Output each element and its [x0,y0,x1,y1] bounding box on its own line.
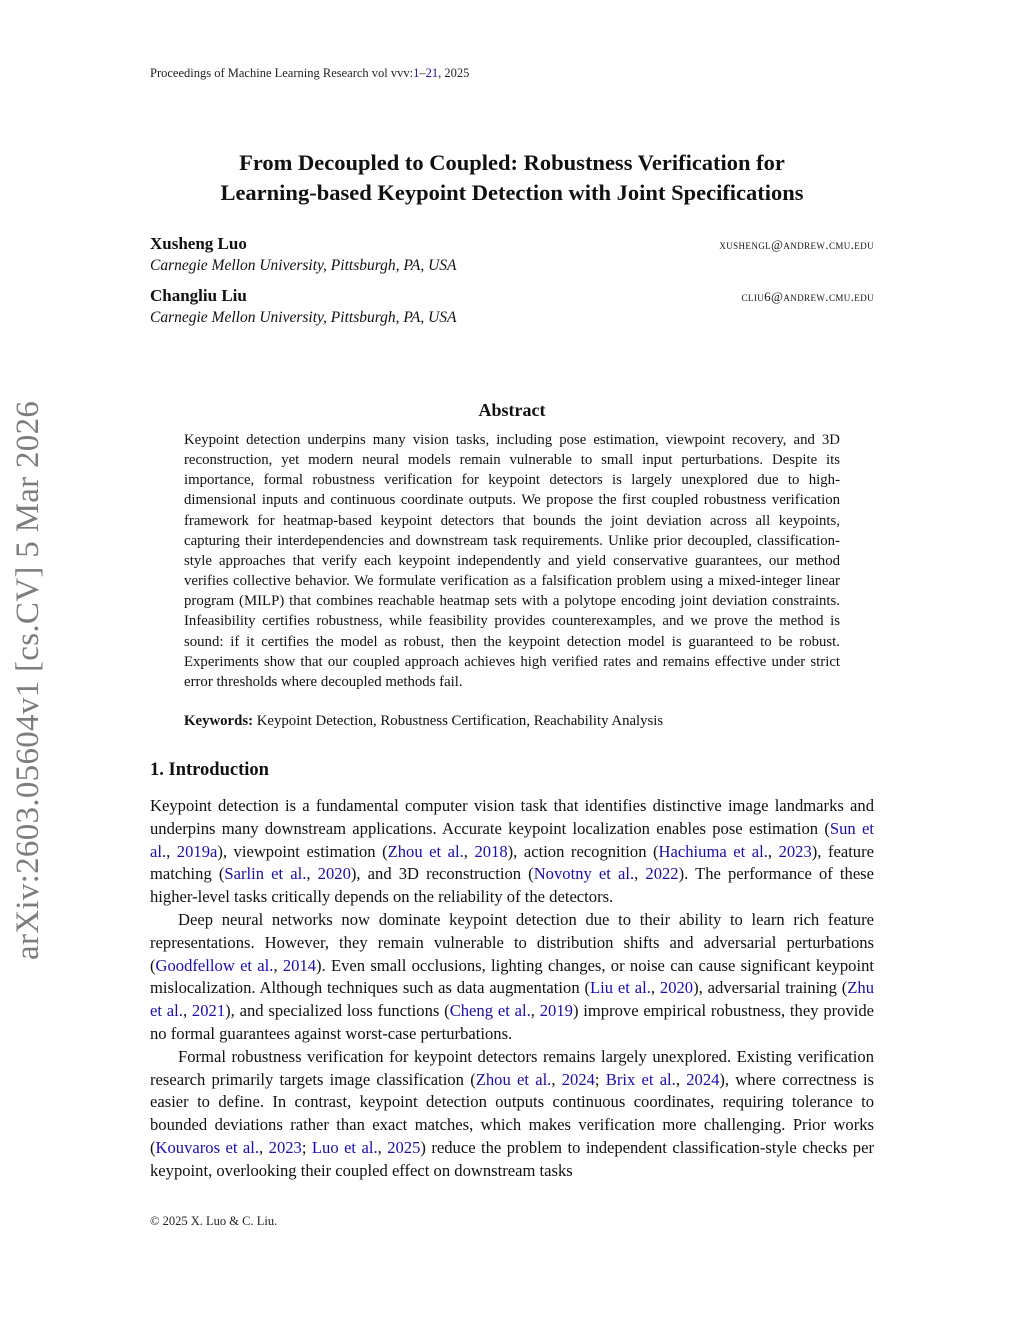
text-run: ), feature matching ( [150,841,874,884]
text-run: Formal robustness verification for keypoint detectors remains largely unexplored. Existing verification research primarily targets image classification ( [150,1046,874,1089]
author-affiliation: Carnegie Mellon University, Pittsburgh, PA, USA [150,309,457,326]
title-line-1: From Decoupled to Coupled: Robustness Verification for [239,150,785,175]
text-run: ), adversarial training ( [693,978,848,998]
intro-paragraph-3 [150,1046,874,1183]
citation-link[interactable]: Zhou et al. [387,841,464,861]
copyright-notice: © 2025 X. Luo & C. Liu. [150,1214,278,1228]
text-run: ; [301,1137,312,1157]
paper-title [140,148,884,208]
text-run: , [551,1069,562,1089]
text-run: ). The performance of these higher-level tasks critically depends on the reliability of the detectors. [150,864,875,907]
citation-year-link[interactable]: 2018 [474,841,508,861]
keywords-label: Keywords: [184,713,254,729]
text-run: , [182,1001,192,1021]
header-year: , 2025 [438,66,470,80]
arxiv-identifier-stamp: arXiv:2603.05604v1 [cs.CV] 5 Mar 2026 [10,400,46,960]
keywords-list: Keypoint Detection, Robustness Certification, Reachability Analysis [256,713,664,729]
author-email: xushengl@andrew.cmu.edu [719,237,874,252]
citation-link[interactable]: Sarlin et al. [224,864,307,884]
page-range-dash: – [419,66,426,80]
intro-paragraph-2 [150,909,874,1046]
citation-year-link[interactable]: 2024 [561,1069,595,1089]
text-run: ), action recognition ( [507,841,659,861]
text-run: ), and specialized loss functions ( [225,1001,450,1021]
citation-link[interactable]: Brix et al. [605,1069,676,1089]
citation-year-link[interactable]: 2023 [268,1137,302,1157]
citation-year-link[interactable]: 2024 [686,1069,720,1089]
author-name: Changliu Liu [150,286,247,305]
author-name: Xusheng Luo [150,234,247,253]
text-run: Keypoint detection is a fundamental computer vision task that identifies distinctive image landmarks and underpins many downstream applications. Accurate keypoint localization enables pose estimation ( [150,796,874,838]
text-run: Deep neural networks now dominate keypoint detection due to their ability to learn rich feature representations. However, they remain vulnerable to distribution shifts and adversarial perturbations ( [150,909,874,975]
text-run: , [767,841,779,861]
header-prefix: Proceedings of Machine Learning Research vol vvv: [150,66,414,80]
text-run: , [463,841,475,861]
citation-link[interactable]: Liu et al. [590,978,651,998]
text-run: ), viewpoint estimation ( [217,841,388,861]
citation-link[interactable]: Zhu et al. [150,978,874,1021]
intro-paragraph-1 [150,795,874,909]
citation-link[interactable]: Sun et al. [150,818,874,861]
author-block-1 [150,234,874,275]
running-header [150,66,469,81]
text-run: ; [594,1069,606,1089]
page-end-link[interactable]: 21 [425,66,439,80]
citation-link[interactable]: Novotny et al. [533,864,635,884]
author-block-2 [150,286,874,327]
text-run: , [634,864,646,884]
citation-year-link[interactable]: 2022 [645,864,679,884]
text-run: , [377,1137,388,1157]
abstract-text: Keypoint detection underpins many vision tasks, including pose estimation, viewpoint recovery, and 3D reconstruction, yet modern neural models remain vulnerable to small input perturbations. Despite its importance, formal robustness verification for keypoint detectors is largely unexplored due to high-dimensional inputs and continuous coordinate outputs. We propose the first coupled robustness verification framework for heatmap-based keypoint detectors that bounds the joint deviation across all keypoints, capturing their interdependencies and downstream task requirements. Unlike prior decoupled, classification-style approaches that verify each keypoint independently and yield conservative guarantees, our method verifies collective behavior. We formulate verification as a falsification problem using a mixed-integer linear program (MILP) that combines reachable heatmap sets with a polytope encoding joint deviation constraints. Infeasibility certifies robustness, while feasibility provides counterexamples, and we prove the method is sound: if it certifies the model as robust, then the keypoint detection model is guaranteed to be robust. Experiments show that our coupled approach achieves high verified rates and remains effective under strict error thresholds where decoupled methods fail. [184,432,840,690]
author-affiliation: Carnegie Mellon University, Pittsburgh, PA, USA [150,257,457,274]
text-run: ), and 3D reconstruction ( [350,864,534,884]
citation-year-link[interactable]: 2020 [659,978,694,998]
citation-link[interactable]: Zhou et al. [475,1069,552,1089]
citation-year-link[interactable]: 2014 [282,955,317,975]
citation-year-link[interactable]: 2019a [176,841,218,861]
text-run: , [273,955,283,975]
citation-link[interactable]: Kouvaros et al. [155,1137,260,1157]
text-run: , [530,1001,540,1021]
citation-year-link[interactable]: 2023 [778,841,812,861]
citation-year-link[interactable]: 2019 [539,1001,573,1021]
text-run: ), where correctness is easier to define. In contrast, keypoint detection outputs continuous coordinates, requiring tolerance to bounded deviations rather than exact matches, which makes verification more challenging. Prior works ( [150,1069,875,1157]
citation-year-link[interactable]: 2021 [191,1001,226,1021]
text-run: ). Even small occlusions, lighting changes, or noise can cause significant keypoint mislocalization. Although techniques such as data augmentation ( [150,955,874,998]
abstract-heading: Abstract [478,400,546,420]
citation-year-link[interactable]: 2025 [387,1137,421,1157]
text-run: , [650,978,660,998]
text-run: ) reduce the problem to independent classification-style checks per keypoint, overlooking their coupled effect on downstream tasks [150,1137,874,1180]
text-run: , [675,1069,687,1089]
citation-link[interactable]: Hachiuma et al. [658,841,768,861]
citation-link[interactable]: Cheng et al. [449,1001,531,1021]
citation-link[interactable]: Luo et al. [311,1137,378,1157]
keywords-line [184,711,840,731]
page-start-link[interactable]: 1 [413,66,420,80]
text-run: , [259,1137,269,1157]
citation-link[interactable]: Goodfellow et al. [155,955,274,975]
title-line-2: Learning-based Keypoint Detection with Joint Specifications [220,180,804,205]
author-email: cliu6@andrew.cmu.edu [741,289,874,304]
text-run: ) improve empirical robustness, they provide no formal guarantees against worst-case perturbations. [150,1001,875,1043]
citation-year-link[interactable]: 2020 [317,864,351,884]
section-heading-introduction: 1. Introduction [150,760,269,780]
introduction-body [150,795,874,1183]
text-run: , [306,864,318,884]
text-run: , [166,841,177,861]
